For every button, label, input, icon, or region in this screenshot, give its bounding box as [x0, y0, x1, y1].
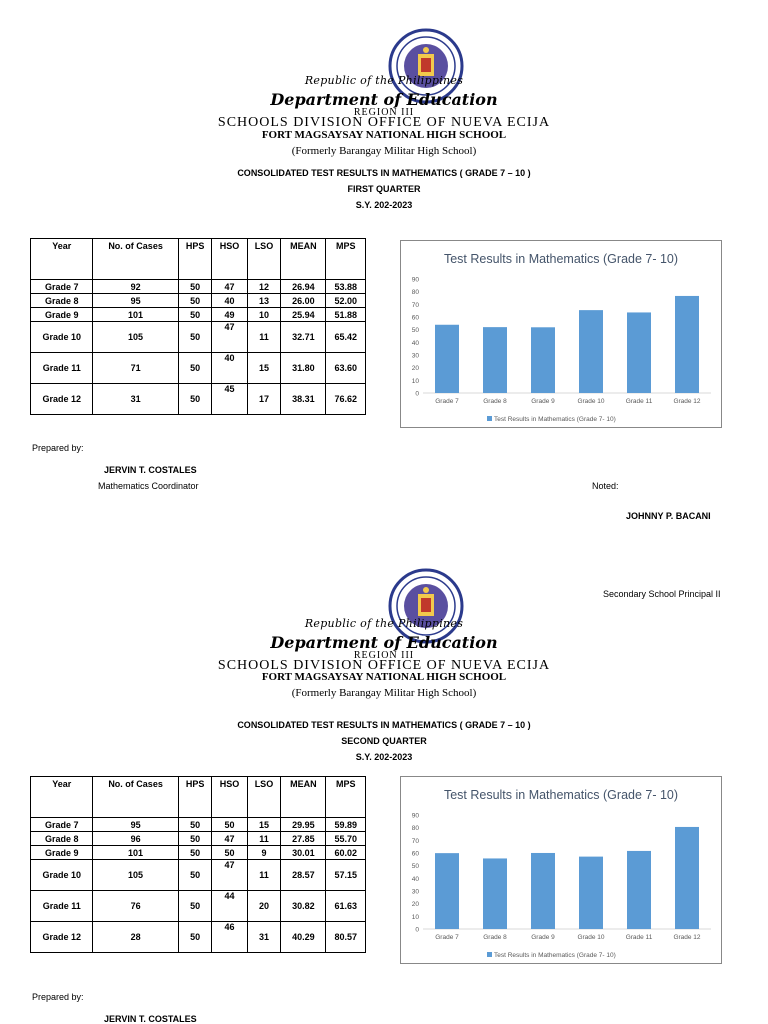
- y-tick-label: 70: [411, 301, 419, 309]
- bar-chart: [400, 776, 722, 964]
- cell: 60.02: [326, 846, 366, 860]
- cell: 47: [212, 280, 247, 294]
- bar: [675, 827, 699, 929]
- cell: 40: [212, 294, 247, 308]
- division-text: SCHOOLS DIVISION OFFICE OF NUEVA ECIJA: [217, 658, 551, 673]
- cell: 15: [247, 353, 281, 384]
- col-header: MPS: [326, 777, 366, 818]
- chart-svg: [401, 777, 721, 963]
- cell: 11: [247, 860, 281, 891]
- x-tick-label: Grade 10: [577, 934, 605, 941]
- cell: 50: [178, 294, 212, 308]
- y-tick-label: 80: [411, 825, 419, 833]
- y-tick-label: 40: [411, 875, 419, 883]
- cell: Grade 12: [31, 384, 93, 415]
- bar: [627, 851, 651, 929]
- table-row: [31, 922, 366, 953]
- cell: 25.94: [281, 308, 326, 322]
- y-tick-label: 30: [411, 352, 419, 360]
- col-header: MEAN: [281, 777, 326, 818]
- division-text: SCHOOLS DIVISION OFFICE OF NUEVA ECIJA: [217, 115, 551, 130]
- cell: Grade 9: [31, 308, 93, 322]
- principal-title: Secondary School Principal II: [603, 589, 721, 599]
- y-tick-label: 40: [411, 339, 419, 347]
- x-tick-label: Grade 12: [673, 398, 701, 405]
- cell: 46: [212, 922, 247, 953]
- cell: 80.57: [326, 922, 366, 953]
- y-tick-label: 60: [411, 850, 419, 858]
- noted-label: Noted:: [592, 481, 619, 491]
- cell: 63.60: [326, 353, 366, 384]
- bar: [627, 312, 651, 393]
- cell: Grade 8: [31, 832, 93, 846]
- bar: [579, 310, 603, 393]
- cell: 40: [212, 353, 247, 384]
- table-row: [31, 832, 366, 846]
- results-table: [30, 238, 366, 415]
- cell: 50: [178, 353, 212, 384]
- cell: Grade 7: [31, 280, 93, 294]
- cell: 31.80: [281, 353, 326, 384]
- col-header: HSO: [212, 239, 247, 280]
- y-tick-label: 50: [411, 863, 419, 871]
- y-tick-label: 0: [415, 390, 419, 398]
- cell: 50: [178, 860, 212, 891]
- department-text: Department of Education: [270, 633, 498, 652]
- x-tick-label: Grade 8: [483, 398, 507, 405]
- bar: [675, 296, 699, 393]
- cell: 53.88: [326, 280, 366, 294]
- y-tick-label: 10: [411, 377, 419, 385]
- prepared-by-label: Prepared by:: [32, 992, 84, 1002]
- cell: Grade 7: [31, 818, 93, 832]
- y-tick-label: 50: [411, 327, 419, 335]
- y-tick-label: 30: [411, 888, 419, 896]
- region-text: REGION III: [353, 107, 415, 118]
- y-tick-label: 10: [411, 913, 419, 921]
- republic-text: Republic of the Philippines: [304, 74, 464, 87]
- preparer-title: Mathematics Coordinator: [98, 481, 199, 491]
- cell: 92: [93, 280, 178, 294]
- x-tick-label: Grade 12: [673, 934, 701, 941]
- noter-name: JOHNNY P. BACANI: [626, 511, 711, 521]
- col-header: MPS: [326, 239, 366, 280]
- chart-title: Test Results in Mathematics (Grade 7- 10): [443, 252, 679, 266]
- cell: 50: [178, 322, 212, 353]
- formerly-text: (Formerly Barangay Militar High School): [291, 687, 477, 699]
- chart-svg: [401, 241, 721, 427]
- prepared-by-label: Prepared by:: [32, 443, 84, 453]
- legend-label: Test Results in Mathematics (Grade 7- 10): [494, 416, 616, 423]
- cell: 12: [247, 280, 281, 294]
- bar: [531, 327, 555, 393]
- cell: 101: [93, 308, 178, 322]
- cell: 30.82: [281, 891, 326, 922]
- table-row: [31, 353, 366, 384]
- bar: [483, 327, 507, 393]
- cell: 50: [178, 922, 212, 953]
- y-tick-label: 90: [411, 812, 419, 820]
- cell: 105: [93, 322, 178, 353]
- formerly-text: (Formerly Barangay Militar High School): [291, 145, 477, 157]
- cell: 9: [247, 846, 281, 860]
- cell: 71: [93, 353, 178, 384]
- cell: 29.95: [281, 818, 326, 832]
- col-header: Year: [31, 777, 93, 818]
- bar: [435, 325, 459, 393]
- cell: 96: [93, 832, 178, 846]
- x-tick-label: Grade 8: [483, 934, 507, 941]
- cell: 15: [247, 818, 281, 832]
- cell: 47: [212, 860, 247, 891]
- cell: 45: [212, 384, 247, 415]
- y-tick-label: 70: [411, 837, 419, 845]
- col-header: HPS: [178, 777, 212, 818]
- school-name: FORT MAGSAYSAY NATIONAL HIGH SCHOOL: [261, 671, 507, 683]
- cell: 50: [178, 280, 212, 294]
- cell: 50: [178, 308, 212, 322]
- cell: 61.63: [326, 891, 366, 922]
- table-row: [31, 818, 366, 832]
- cell: 50: [178, 384, 212, 415]
- quarter-label: SECOND QUARTER: [341, 736, 427, 746]
- table-header-row: [31, 239, 366, 280]
- cell: 20: [247, 891, 281, 922]
- republic-text: Republic of the Philippines: [304, 617, 464, 630]
- cell: 50: [178, 832, 212, 846]
- table-row: [31, 308, 366, 322]
- table-row: [31, 322, 366, 353]
- cell: 50: [212, 846, 247, 860]
- bar: [483, 858, 507, 929]
- cell: Grade 9: [31, 846, 93, 860]
- preparer-name: JERVIN T. COSTALES: [104, 1014, 197, 1024]
- legend-swatch: [487, 952, 492, 957]
- table-header-row: [31, 777, 366, 818]
- department-text: Department of Education: [270, 90, 498, 109]
- y-tick-label: 90: [411, 276, 419, 284]
- col-header: MEAN: [281, 239, 326, 280]
- cell: 30.01: [281, 846, 326, 860]
- cell: 31: [93, 384, 178, 415]
- cell: 95: [93, 818, 178, 832]
- cell: 26.94: [281, 280, 326, 294]
- school-name: FORT MAGSAYSAY NATIONAL HIGH SCHOOL: [261, 129, 507, 141]
- table-row: [31, 280, 366, 294]
- cell: Grade 12: [31, 922, 93, 953]
- col-header: LSO: [247, 239, 281, 280]
- cell: Grade 10: [31, 860, 93, 891]
- school-year: S.Y. 202-2023: [355, 200, 413, 210]
- table-row: [31, 891, 366, 922]
- cell: 76: [93, 891, 178, 922]
- cell: 26.00: [281, 294, 326, 308]
- col-header: No. of Cases: [93, 239, 178, 280]
- table-row: [31, 860, 366, 891]
- cell: 49: [212, 308, 247, 322]
- bar: [435, 853, 459, 929]
- school-year: S.Y. 202-2023: [355, 752, 413, 762]
- cell: 50: [178, 818, 212, 832]
- legend-label: Test Results in Mathematics (Grade 7- 10): [494, 952, 616, 959]
- cell: 101: [93, 846, 178, 860]
- quarter-label: FIRST QUARTER: [347, 184, 421, 194]
- cell: 17: [247, 384, 281, 415]
- cell: 11: [247, 832, 281, 846]
- y-tick-label: 20: [411, 901, 419, 909]
- x-tick-label: Grade 11: [625, 934, 653, 941]
- bar: [531, 853, 555, 929]
- cell: 27.85: [281, 832, 326, 846]
- cell: Grade 11: [31, 353, 93, 384]
- cell: 13: [247, 294, 281, 308]
- cell: 50: [178, 891, 212, 922]
- y-tick-label: 60: [411, 314, 419, 322]
- table-row: [31, 846, 366, 860]
- cell: 40.29: [281, 922, 326, 953]
- cell: 95: [93, 294, 178, 308]
- cell: 55.70: [326, 832, 366, 846]
- bar: [579, 857, 603, 929]
- col-header: LSO: [247, 777, 281, 818]
- x-tick-label: Grade 9: [531, 934, 555, 941]
- col-header: HPS: [178, 239, 212, 280]
- cell: 28.57: [281, 860, 326, 891]
- cell: 11: [247, 322, 281, 353]
- cell: 76.62: [326, 384, 366, 415]
- cell: 51.88: [326, 308, 366, 322]
- col-header: Year: [31, 239, 93, 280]
- cell: 59.89: [326, 818, 366, 832]
- cell: Grade 11: [31, 891, 93, 922]
- cell: 105: [93, 860, 178, 891]
- table-row: [31, 294, 366, 308]
- cell: Grade 10: [31, 322, 93, 353]
- y-tick-label: 80: [411, 289, 419, 297]
- legend-swatch: [487, 416, 492, 421]
- cell: 38.31: [281, 384, 326, 415]
- x-tick-label: Grade 10: [577, 398, 605, 405]
- results-table: [30, 776, 366, 953]
- chart-title: Test Results in Mathematics (Grade 7- 10): [443, 788, 679, 802]
- cell: 52.00: [326, 294, 366, 308]
- cell: 31: [247, 922, 281, 953]
- y-tick-label: 20: [411, 365, 419, 373]
- cell: 50: [212, 818, 247, 832]
- cell: 47: [212, 322, 247, 353]
- cell: 32.71: [281, 322, 326, 353]
- cell: 50: [178, 846, 212, 860]
- bar-chart: [400, 240, 722, 428]
- cell: 28: [93, 922, 178, 953]
- col-header: HSO: [212, 777, 247, 818]
- y-tick-label: 0: [415, 926, 419, 934]
- cell: 10: [247, 308, 281, 322]
- report-title: CONSOLIDATED TEST RESULTS IN MATHEMATICS ( GRADE 7 – 10 ): [237, 168, 531, 178]
- col-header: No. of Cases: [93, 777, 178, 818]
- region-text: REGION III: [353, 650, 415, 661]
- cell: 65.42: [326, 322, 366, 353]
- x-tick-label: Grade 11: [625, 398, 653, 405]
- report-title: CONSOLIDATED TEST RESULTS IN MATHEMATICS ( GRADE 7 – 10 ): [237, 720, 531, 730]
- x-tick-label: Grade 7: [435, 934, 459, 941]
- cell: 44: [212, 891, 247, 922]
- x-tick-label: Grade 9: [531, 398, 555, 405]
- table-row: [31, 384, 366, 415]
- preparer-name: JERVIN T. COSTALES: [104, 465, 197, 475]
- cell: Grade 8: [31, 294, 93, 308]
- cell: 47: [212, 832, 247, 846]
- x-tick-label: Grade 7: [435, 398, 459, 405]
- cell: 57.15: [326, 860, 366, 891]
